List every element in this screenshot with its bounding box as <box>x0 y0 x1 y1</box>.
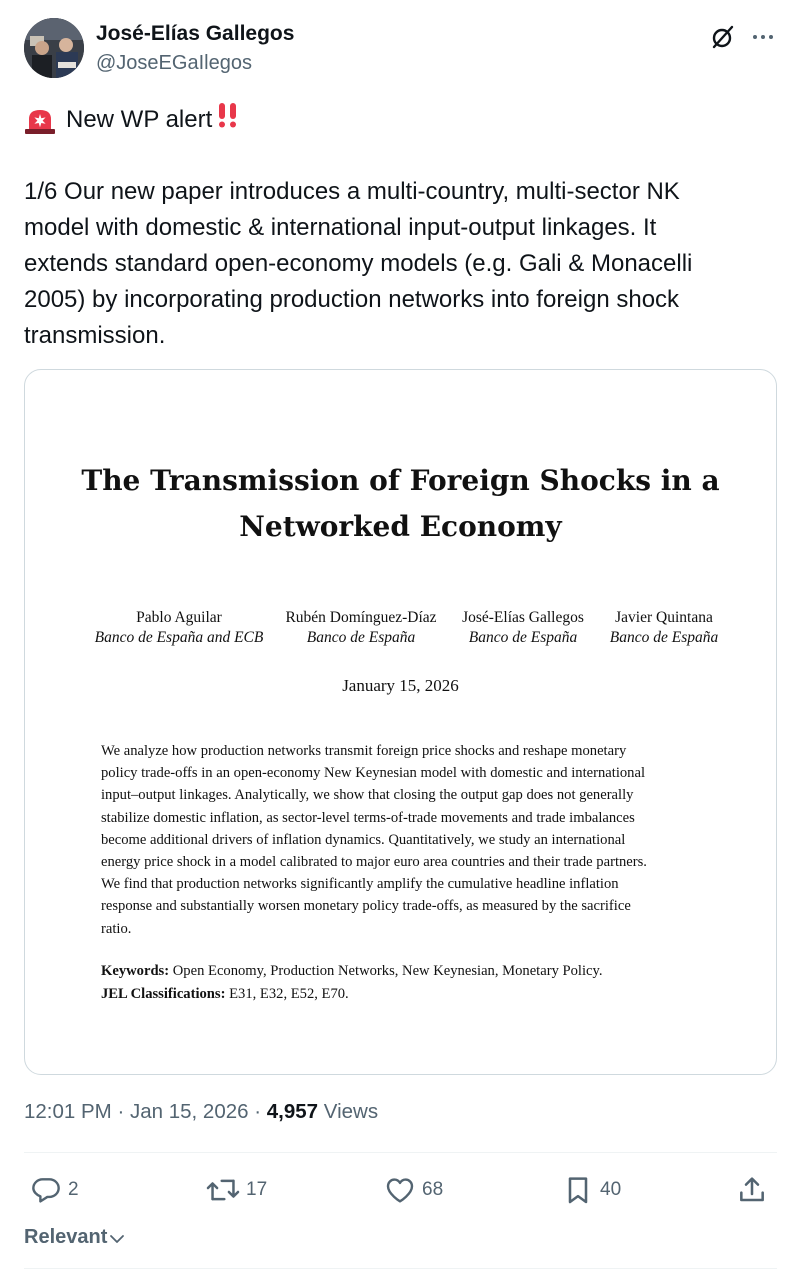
paper-date: January 15, 2026 <box>342 676 459 695</box>
reply-button[interactable] <box>30 1170 79 1210</box>
siren-icon <box>24 105 56 135</box>
tweet-meta: 12:01 PM · Jan 15, 2026 · 4,957 Views <box>24 1100 379 1123</box>
alert-line <box>24 102 774 138</box>
paper-title: The Transmission of Foreign Shocks in a Networked Economy <box>81 464 720 543</box>
paper-keywords: Keywords: Open Economy, Production Networks, New Keynesian, Monetary Policy. JEL Classifications: E31, E32, E52, E70. <box>101 963 603 1002</box>
more-options-button[interactable] <box>746 20 780 54</box>
divider <box>24 1152 777 1153</box>
tweet-body-line: transmission. <box>24 322 166 349</box>
tweet-body-line: extends standard open-economy models (e.g. Gali & Monacelli <box>24 250 693 277</box>
paper-author: Javier Quintana Banco de España <box>609 609 719 646</box>
tweet-header <box>24 18 777 80</box>
reply-icon <box>30 1174 62 1206</box>
author-name[interactable]: José-Elías Gallegos <box>96 22 295 45</box>
author-handle[interactable]: @JoseEGaIlegos <box>96 52 252 74</box>
avatar-photo-icon <box>24 18 84 78</box>
reply-sort-dropdown[interactable] <box>24 1226 126 1249</box>
repost-count: 17 <box>246 1179 268 1200</box>
paper-author: José-Elías Gallegos Banco de España <box>462 609 584 646</box>
repost-button[interactable] <box>206 1170 267 1210</box>
tweet-media-image[interactable] <box>24 369 777 1075</box>
paper-abstract: We analyze how production networks transmit foreign price shocks and reshape monetary policy trade-offs in an open-economy New Keynesian model with domestic and international input–output linkages. Analytically, we show that closing the output gap does not generally stabilize domestic inflation, as sector-level terms-of-trade movements and trade imbalances become additional drivers of inflation dynamics. Quantitatively, we study an international energy price shock in a model calibrated to major euro area countries and their trade partners. We find that production networks significantly amplify the cumulative headline inflation response and substantially worsen monetary policy trade-offs, as measured by the sacrifice ratio. <box>101 743 647 937</box>
double-exclamation-icon <box>216 102 240 139</box>
reply-sort-label: Relevant <box>24 1226 108 1248</box>
grok-icon <box>710 24 736 50</box>
tweet-time[interactable]: 12:01 PM <box>24 1100 112 1123</box>
bookmark-count: 40 <box>600 1179 622 1200</box>
reply-count: 2 <box>68 1179 79 1200</box>
grok-button[interactable] <box>706 20 740 54</box>
tweet-body-line: 2005) by incorporating production networks into foreign shock <box>24 286 680 313</box>
bookmark-icon <box>562 1174 594 1206</box>
alert-text: New WP alert <box>66 106 213 133</box>
views-count: 4,957 <box>266 1100 319 1123</box>
tweet-body-line: 1/6 Our new paper introduces a multi-country, multi-sector NK <box>24 178 680 205</box>
like-button[interactable] <box>384 1170 443 1210</box>
share-button[interactable] <box>736 1170 768 1210</box>
tweet-body-line: model with domestic & international input-output linkages. It <box>24 214 657 241</box>
paper-author: Pablo Aguilar Banco de España and ECB <box>94 609 264 646</box>
views-label: Views <box>323 1100 379 1123</box>
like-count: 68 <box>422 1179 444 1200</box>
divider <box>24 1268 777 1269</box>
ellipsis-icon <box>751 25 775 49</box>
tweet-date[interactable]: Jan 15, 2026 <box>129 1100 249 1123</box>
share-icon <box>736 1174 768 1206</box>
avatar[interactable] <box>24 18 84 78</box>
bookmark-button[interactable] <box>562 1170 621 1210</box>
tweet-text <box>24 102 774 354</box>
paper-author: Rubén Domínguez-Díaz Banco de España <box>285 609 437 646</box>
action-bar <box>24 1170 777 1210</box>
heart-icon <box>384 1174 416 1206</box>
chevron-down-icon <box>108 1230 126 1248</box>
repost-icon <box>206 1174 240 1206</box>
